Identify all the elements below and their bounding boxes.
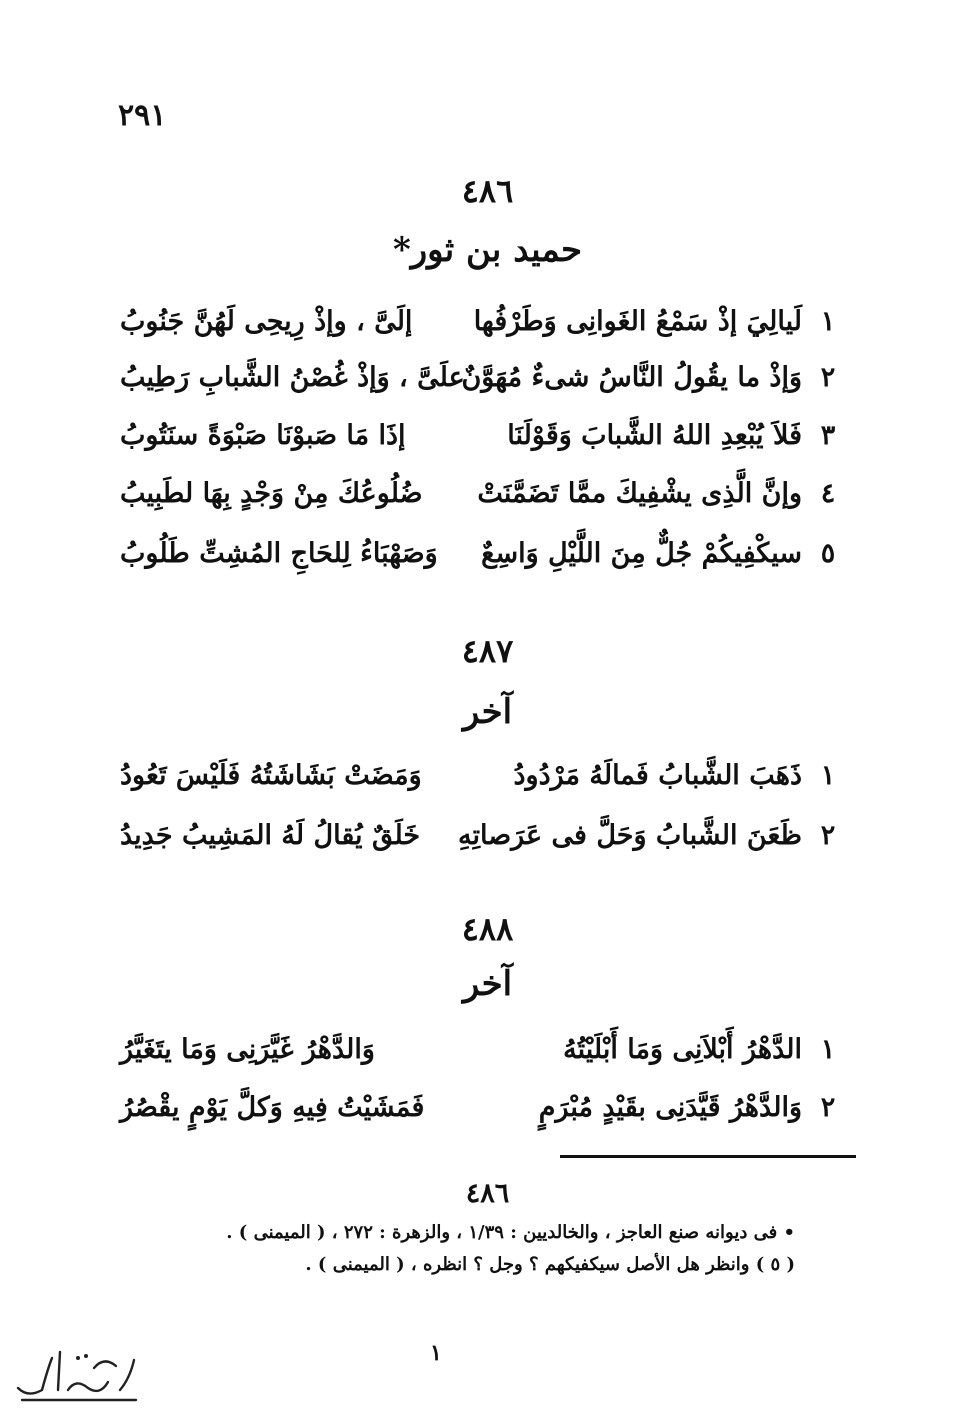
verse bbox=[120, 362, 836, 406]
verse bbox=[120, 538, 836, 582]
footnote-line: ( ٥ ) وانظر هل الأصل سيكفيكهم ؟ وجل ؟ انظره ، ( الميمنى ) . bbox=[305, 1254, 795, 1275]
verse-first-hemistich: ذَهَبَ الشَّبابُ فَمالَهُ مَرْدُودُ bbox=[513, 760, 802, 791]
verse-first-hemistich: وَالدَّهْرُ قَيَّدَنِى بقَيْدٍ مُبْرَمٍ bbox=[538, 1092, 802, 1123]
poem-number: ٤٨٨ bbox=[461, 910, 514, 948]
verse-second-hemistich: إلَىَّ ، وإذْ رِيحِى لَهُنَّ جَنُوبُ bbox=[120, 306, 413, 337]
verse-number: ٤ bbox=[820, 478, 836, 509]
footnote-separator bbox=[560, 1155, 856, 1158]
verse-first-hemistich: وإنَّ الَّذِى يشْفِيكَ ممَّا تَضَمَّنَتْ bbox=[477, 478, 802, 509]
poem-number: ٤٨٧ bbox=[461, 632, 514, 670]
verse bbox=[120, 420, 836, 464]
footnote-line: • فى ديوانه صنع العاجز ، والخالديين : ١/٣٩ ، والزهرة : ٢٧٢ ، ( الميمنى ) . bbox=[226, 1222, 795, 1243]
verse-first-hemistich: سيكْفِيكُمْ جُلٌّ مِنَ اللَّيْلِ وَاسِعٌ bbox=[481, 538, 802, 569]
calligraphy-stamp-logo bbox=[8, 1338, 148, 1410]
verse-second-hemistich: وَالدَّهْرُ غَيَّرَنِى وَمَا يتَغَيَّرُ bbox=[120, 1034, 375, 1065]
page-number: ٢٩١ bbox=[118, 98, 167, 133]
verse bbox=[120, 306, 836, 350]
verse-second-hemistich: ضُلُوعُكَ مِنْ وَجْدٍ بِهَا لطَبِيبُ bbox=[120, 478, 423, 509]
verse-number: ٢ bbox=[820, 1092, 836, 1123]
verse-second-hemistich: إذَا مَا صَبوْنَا صَبْوَةً سنَتُوبُ bbox=[120, 420, 406, 451]
verse-number: ١ bbox=[820, 306, 836, 337]
footnote-heading: ٤٨٦ bbox=[465, 1178, 510, 1209]
verse bbox=[120, 478, 836, 522]
verse-number: ٣ bbox=[820, 420, 836, 451]
verse-number: ٢ bbox=[820, 362, 836, 393]
verse-first-hemistich: فَلاَ يُبْعِدِ اللهُ الشَّبابَ وَقَوْلَنَا bbox=[507, 420, 802, 451]
verse-number: ١ bbox=[820, 760, 836, 791]
verse-number: ١ bbox=[820, 1034, 836, 1065]
verse-second-hemistich: خَلَقٌ يُقالُ لَهُ المَشِيبُ جَدِيدُ bbox=[120, 820, 421, 851]
bottom-mark: ١ bbox=[430, 1340, 442, 1366]
verse bbox=[120, 820, 836, 864]
poem-number: ٤٨٦ bbox=[461, 172, 514, 210]
verse bbox=[120, 760, 836, 804]
poem-title: آخر bbox=[462, 692, 513, 732]
verse-number: ٥ bbox=[820, 538, 836, 569]
verse-first-hemistich: الدَّهْرُ أَبْلاَنِى وَمَا أَبْلَيْتُهُ bbox=[563, 1034, 802, 1065]
verse-first-hemistich: وَإذْ ما يقُولُ النَّاسُ شىءٌ مُهَوَّنٌ bbox=[461, 362, 802, 393]
verse-number: ٢ bbox=[820, 820, 836, 851]
verse-second-hemistich: وَصَهْبَاءُ لِلحَاجِ المُشِتِّ طَلُوبُ bbox=[120, 538, 438, 569]
verse-first-hemistich: لَيالِيَ إذْ سَمْعُ الغَوانِى وَطَرْفُها bbox=[473, 306, 802, 337]
verse-second-hemistich: علَىَّ ، وَإذْ غُصْنُ الشَّبابِ رَطِيبُ bbox=[120, 362, 465, 393]
poem-title: آخر bbox=[462, 964, 513, 1004]
verse-second-hemistich: وَمَضَتْ بَشَاشَتُهُ فَلَيْسَ تَعُودُ bbox=[120, 760, 422, 791]
verse-first-hemistich: ظَعَنَ الشَّبابُ وَحَلَّ فى عَرَصاتِهِ bbox=[457, 820, 802, 851]
poem-title: حميد بن ثور* bbox=[392, 230, 583, 270]
verse-second-hemistich: فَمَشَيْتُ فِيهِ وَكلَّ يَوْمٍ يقْصُرُ bbox=[120, 1092, 425, 1123]
verse bbox=[120, 1034, 836, 1078]
verse bbox=[120, 1092, 836, 1136]
